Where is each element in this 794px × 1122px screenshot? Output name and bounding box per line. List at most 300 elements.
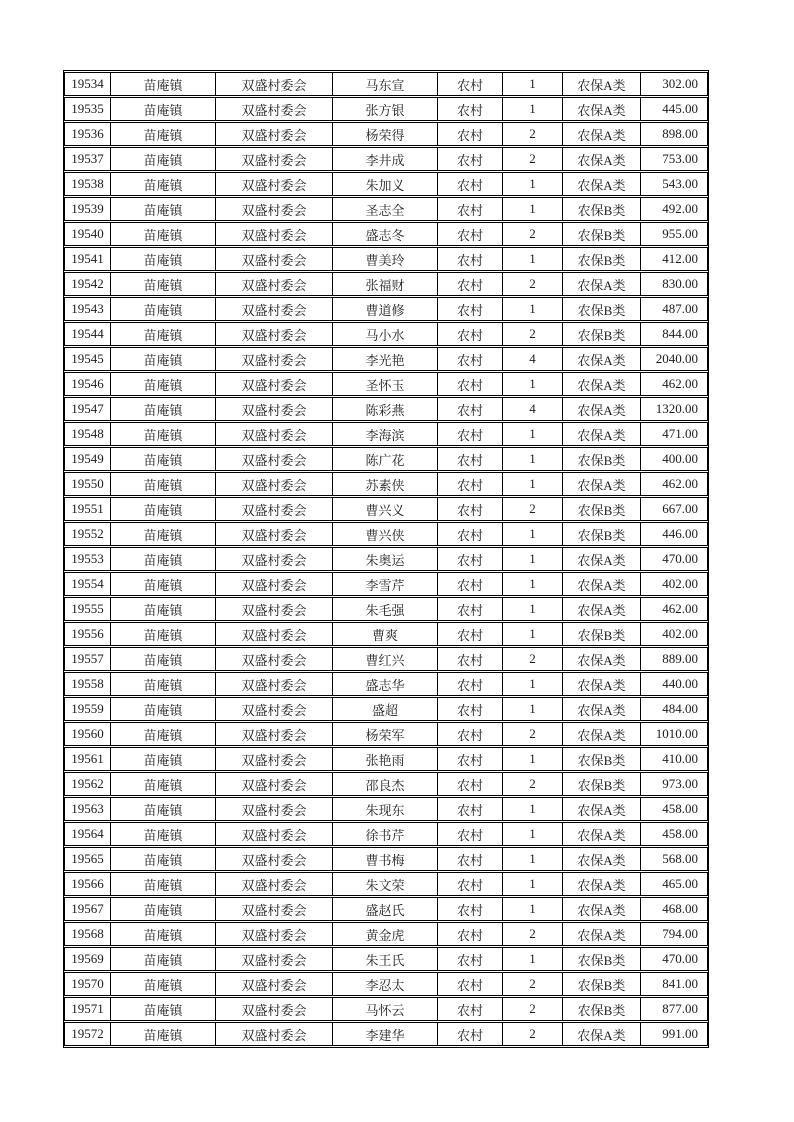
table-row bbox=[64, 747, 708, 771]
table-cell-town: 苗庵镇 bbox=[111, 597, 216, 621]
table-cell-amount: 568.00 bbox=[641, 847, 708, 871]
table-cell-amount: 412.00 bbox=[641, 247, 708, 271]
table-row bbox=[64, 272, 708, 296]
table-cell-person-count: 1 bbox=[503, 597, 563, 621]
table-cell-residence-type: 农村 bbox=[438, 197, 503, 221]
table-row bbox=[64, 197, 708, 221]
table-cell-residence-type: 农村 bbox=[438, 797, 503, 821]
table-cell-amount: 471.00 bbox=[641, 422, 708, 446]
table-cell-record-id: 19554 bbox=[64, 572, 111, 596]
table-cell-residence-type: 农村 bbox=[438, 497, 503, 521]
table-cell-record-id: 19544 bbox=[64, 322, 111, 346]
table-cell-amount: 973.00 bbox=[641, 772, 708, 796]
table-cell-person-count: 1 bbox=[503, 297, 563, 321]
table-cell-residence-type: 农村 bbox=[438, 722, 503, 746]
table-cell-person-name: 圣志全 bbox=[333, 197, 438, 221]
table-row bbox=[64, 247, 708, 271]
table-cell-insurance-category: 农保A类 bbox=[563, 147, 641, 171]
table-cell-person-name: 盛超 bbox=[333, 697, 438, 721]
table-cell-residence-type: 农村 bbox=[438, 647, 503, 671]
table-row bbox=[64, 722, 708, 746]
table-cell-insurance-category: 农保A类 bbox=[563, 647, 641, 671]
table-row bbox=[64, 597, 708, 621]
table-cell-insurance-category: 农保A类 bbox=[563, 372, 641, 396]
table-cell-person-count: 1 bbox=[503, 697, 563, 721]
table-cell-insurance-category: 农保B类 bbox=[563, 222, 641, 246]
table-cell-record-id: 19569 bbox=[64, 947, 111, 971]
table-cell-person-count: 1 bbox=[503, 422, 563, 446]
table-cell-insurance-category: 农保A类 bbox=[563, 672, 641, 696]
table-cell-person-count: 1 bbox=[503, 847, 563, 871]
table-cell-village-committee: 双盛村委会 bbox=[216, 597, 333, 621]
table-row bbox=[64, 97, 708, 121]
table-cell-amount: 794.00 bbox=[641, 922, 708, 946]
table-row bbox=[64, 822, 708, 846]
table-cell-record-id: 19534 bbox=[64, 72, 111, 96]
table-cell-record-id: 19567 bbox=[64, 897, 111, 921]
table-cell-person-name: 朱加义 bbox=[333, 172, 438, 196]
table-cell-amount: 462.00 bbox=[641, 597, 708, 621]
table-cell-record-id: 19553 bbox=[64, 547, 111, 571]
table-cell-amount: 877.00 bbox=[641, 997, 708, 1021]
table-cell-village-committee: 双盛村委会 bbox=[216, 922, 333, 946]
table-cell-record-id: 19540 bbox=[64, 222, 111, 246]
table-cell-town: 苗庵镇 bbox=[111, 547, 216, 571]
table-cell-village-committee: 双盛村委会 bbox=[216, 422, 333, 446]
table-cell-residence-type: 农村 bbox=[438, 572, 503, 596]
table-row bbox=[64, 422, 708, 446]
table-cell-person-count: 2 bbox=[503, 147, 563, 171]
table-cell-person-name: 朱王氏 bbox=[333, 947, 438, 971]
table-cell-village-committee: 双盛村委会 bbox=[216, 847, 333, 871]
table-cell-person-count: 2 bbox=[503, 972, 563, 996]
table-cell-insurance-category: 农保A类 bbox=[563, 597, 641, 621]
table-cell-village-committee: 双盛村委会 bbox=[216, 347, 333, 371]
table-cell-record-id: 19562 bbox=[64, 772, 111, 796]
table-cell-residence-type: 农村 bbox=[438, 947, 503, 971]
table-cell-person-count: 2 bbox=[503, 922, 563, 946]
table-cell-amount: 830.00 bbox=[641, 272, 708, 296]
table-cell-person-name: 盛志冬 bbox=[333, 222, 438, 246]
table-cell-insurance-category: 农保A类 bbox=[563, 897, 641, 921]
table-cell-insurance-category: 农保B类 bbox=[563, 197, 641, 221]
table-cell-insurance-category: 农保A类 bbox=[563, 97, 641, 121]
table-cell-insurance-category: 农保A类 bbox=[563, 547, 641, 571]
table-row bbox=[64, 447, 708, 471]
table-row bbox=[64, 972, 708, 996]
table-cell-person-name: 张福财 bbox=[333, 272, 438, 296]
table-row bbox=[64, 922, 708, 946]
table-cell-record-id: 19549 bbox=[64, 447, 111, 471]
table-cell-village-committee: 双盛村委会 bbox=[216, 772, 333, 796]
table-cell-insurance-category: 农保A类 bbox=[563, 1022, 641, 1046]
table-cell-person-name: 李井成 bbox=[333, 147, 438, 171]
table-row bbox=[64, 772, 708, 796]
table-cell-person-count: 1 bbox=[503, 547, 563, 571]
table-cell-insurance-category: 农保A类 bbox=[563, 797, 641, 821]
table-cell-village-committee: 双盛村委会 bbox=[216, 272, 333, 296]
table-cell-person-name: 邵良杰 bbox=[333, 772, 438, 796]
table-cell-insurance-category: 农保B类 bbox=[563, 447, 641, 471]
table-cell-residence-type: 农村 bbox=[438, 847, 503, 871]
table-cell-person-count: 1 bbox=[503, 247, 563, 271]
table-cell-amount: 458.00 bbox=[641, 822, 708, 846]
table-cell-insurance-category: 农保A类 bbox=[563, 422, 641, 446]
table-cell-village-committee: 双盛村委会 bbox=[216, 997, 333, 1021]
table-cell-amount: 844.00 bbox=[641, 322, 708, 346]
table-row bbox=[64, 572, 708, 596]
table-cell-insurance-category: 农保A类 bbox=[563, 172, 641, 196]
table-cell-person-name: 李建华 bbox=[333, 1022, 438, 1046]
table-cell-town: 苗庵镇 bbox=[111, 372, 216, 396]
table-row bbox=[64, 347, 708, 371]
table-cell-amount: 492.00 bbox=[641, 197, 708, 221]
table-cell-residence-type: 农村 bbox=[438, 322, 503, 346]
table-cell-town: 苗庵镇 bbox=[111, 172, 216, 196]
table-cell-insurance-category: 农保B类 bbox=[563, 297, 641, 321]
table-cell-person-name: 曹美玲 bbox=[333, 247, 438, 271]
table-cell-record-id: 19563 bbox=[64, 797, 111, 821]
table-cell-record-id: 19568 bbox=[64, 922, 111, 946]
table-cell-village-committee: 双盛村委会 bbox=[216, 747, 333, 771]
table-cell-town: 苗庵镇 bbox=[111, 847, 216, 871]
table-cell-person-count: 2 bbox=[503, 1022, 563, 1046]
table-cell-town: 苗庵镇 bbox=[111, 672, 216, 696]
table-cell-amount: 841.00 bbox=[641, 972, 708, 996]
table-cell-residence-type: 农村 bbox=[438, 72, 503, 96]
table-cell-person-name: 盛志华 bbox=[333, 672, 438, 696]
table-cell-residence-type: 农村 bbox=[438, 397, 503, 421]
table-cell-residence-type: 农村 bbox=[438, 972, 503, 996]
table-cell-insurance-category: 农保A类 bbox=[563, 397, 641, 421]
table-cell-amount: 889.00 bbox=[641, 647, 708, 671]
table-cell-amount: 462.00 bbox=[641, 372, 708, 396]
table-cell-person-count: 1 bbox=[503, 797, 563, 821]
table-cell-town: 苗庵镇 bbox=[111, 322, 216, 346]
table-cell-person-name: 李海滨 bbox=[333, 422, 438, 446]
table-row bbox=[64, 947, 708, 971]
table-cell-village-committee: 双盛村委会 bbox=[216, 447, 333, 471]
table-cell-person-count: 1 bbox=[503, 747, 563, 771]
table-cell-insurance-category: 农保B类 bbox=[563, 772, 641, 796]
table-cell-town: 苗庵镇 bbox=[111, 422, 216, 446]
table-cell-person-name: 朱文荣 bbox=[333, 872, 438, 896]
table-cell-record-id: 19551 bbox=[64, 497, 111, 521]
table-cell-person-count: 4 bbox=[503, 397, 563, 421]
table-row bbox=[64, 297, 708, 321]
table-cell-residence-type: 农村 bbox=[438, 272, 503, 296]
table-cell-record-id: 19542 bbox=[64, 272, 111, 296]
table-cell-record-id: 19546 bbox=[64, 372, 111, 396]
table-cell-town: 苗庵镇 bbox=[111, 972, 216, 996]
table-cell-insurance-category: 农保B类 bbox=[563, 247, 641, 271]
table-cell-town: 苗庵镇 bbox=[111, 522, 216, 546]
table-cell-person-name: 李忍太 bbox=[333, 972, 438, 996]
table-cell-record-id: 19550 bbox=[64, 472, 111, 496]
table-cell-town: 苗庵镇 bbox=[111, 122, 216, 146]
table-cell-insurance-category: 农保A类 bbox=[563, 122, 641, 146]
table-cell-amount: 753.00 bbox=[641, 147, 708, 171]
table-row bbox=[64, 522, 708, 546]
table-cell-person-name: 李光艳 bbox=[333, 347, 438, 371]
table-cell-town: 苗庵镇 bbox=[111, 997, 216, 1021]
table-cell-village-committee: 双盛村委会 bbox=[216, 497, 333, 521]
table-cell-person-name: 马小水 bbox=[333, 322, 438, 346]
table-cell-person-count: 2 bbox=[503, 722, 563, 746]
table-cell-person-name: 杨荣军 bbox=[333, 722, 438, 746]
table-cell-person-name: 李雪芹 bbox=[333, 572, 438, 596]
table-cell-residence-type: 农村 bbox=[438, 147, 503, 171]
table-cell-amount: 458.00 bbox=[641, 797, 708, 821]
table-cell-person-name: 曹兴义 bbox=[333, 497, 438, 521]
table-cell-record-id: 19558 bbox=[64, 672, 111, 696]
table-cell-village-committee: 双盛村委会 bbox=[216, 122, 333, 146]
table-cell-person-name: 朱现东 bbox=[333, 797, 438, 821]
table-row bbox=[64, 72, 708, 96]
table-row bbox=[64, 322, 708, 346]
table-cell-person-name: 曹书梅 bbox=[333, 847, 438, 871]
table-cell-person-name: 马东宣 bbox=[333, 72, 438, 96]
table-cell-record-id: 19566 bbox=[64, 872, 111, 896]
table-cell-insurance-category: 农保A类 bbox=[563, 72, 641, 96]
table-cell-insurance-category: 农保A类 bbox=[563, 697, 641, 721]
table-cell-insurance-category: 农保A类 bbox=[563, 472, 641, 496]
table-cell-insurance-category: 农保B类 bbox=[563, 497, 641, 521]
table-cell-person-count: 1 bbox=[503, 97, 563, 121]
table-cell-person-name: 盛赵氏 bbox=[333, 897, 438, 921]
table-cell-residence-type: 农村 bbox=[438, 297, 503, 321]
table-cell-village-committee: 双盛村委会 bbox=[216, 247, 333, 271]
table-row bbox=[64, 647, 708, 671]
table-row bbox=[64, 122, 708, 146]
table-cell-village-committee: 双盛村委会 bbox=[216, 722, 333, 746]
table-cell-residence-type: 农村 bbox=[438, 897, 503, 921]
table-cell-record-id: 19561 bbox=[64, 747, 111, 771]
table-cell-amount: 898.00 bbox=[641, 122, 708, 146]
table-cell-residence-type: 农村 bbox=[438, 472, 503, 496]
table-cell-record-id: 19555 bbox=[64, 597, 111, 621]
table-cell-person-count: 1 bbox=[503, 872, 563, 896]
table-cell-insurance-category: 农保A类 bbox=[563, 572, 641, 596]
table-cell-person-count: 1 bbox=[503, 622, 563, 646]
table-cell-residence-type: 农村 bbox=[438, 772, 503, 796]
table-cell-amount: 484.00 bbox=[641, 697, 708, 721]
table-cell-person-count: 2 bbox=[503, 322, 563, 346]
table-row bbox=[64, 397, 708, 421]
table-cell-person-count: 1 bbox=[503, 372, 563, 396]
table-cell-residence-type: 农村 bbox=[438, 222, 503, 246]
table-row bbox=[64, 147, 708, 171]
table-cell-amount: 400.00 bbox=[641, 447, 708, 471]
table-cell-person-name: 张方银 bbox=[333, 97, 438, 121]
table-cell-village-committee: 双盛村委会 bbox=[216, 372, 333, 396]
table-cell-person-name: 曹兴侠 bbox=[333, 522, 438, 546]
table-cell-village-committee: 双盛村委会 bbox=[216, 322, 333, 346]
table-cell-person-name: 徐书芹 bbox=[333, 822, 438, 846]
table-cell-town: 苗庵镇 bbox=[111, 147, 216, 171]
table-cell-person-count: 1 bbox=[503, 447, 563, 471]
table-cell-person-name: 曹道修 bbox=[333, 297, 438, 321]
table-cell-residence-type: 农村 bbox=[438, 372, 503, 396]
table-cell-village-committee: 双盛村委会 bbox=[216, 72, 333, 96]
table-row bbox=[64, 622, 708, 646]
table-cell-residence-type: 农村 bbox=[438, 172, 503, 196]
table-cell-amount: 302.00 bbox=[641, 72, 708, 96]
table-cell-village-committee: 双盛村委会 bbox=[216, 897, 333, 921]
table-cell-person-count: 1 bbox=[503, 572, 563, 596]
table-row bbox=[64, 797, 708, 821]
table-cell-amount: 991.00 bbox=[641, 1022, 708, 1046]
table-cell-person-name: 苏素侠 bbox=[333, 472, 438, 496]
table-cell-village-committee: 双盛村委会 bbox=[216, 297, 333, 321]
table-cell-record-id: 19541 bbox=[64, 247, 111, 271]
table-cell-record-id: 19557 bbox=[64, 647, 111, 671]
table-cell-town: 苗庵镇 bbox=[111, 797, 216, 821]
table-cell-person-name: 陈彩燕 bbox=[333, 397, 438, 421]
table-cell-village-committee: 双盛村委会 bbox=[216, 147, 333, 171]
table-cell-residence-type: 农村 bbox=[438, 672, 503, 696]
table-cell-town: 苗庵镇 bbox=[111, 922, 216, 946]
table-cell-residence-type: 农村 bbox=[438, 447, 503, 471]
table-cell-town: 苗庵镇 bbox=[111, 297, 216, 321]
table-cell-insurance-category: 农保B类 bbox=[563, 997, 641, 1021]
table-cell-village-committee: 双盛村委会 bbox=[216, 547, 333, 571]
table-cell-village-committee: 双盛村委会 bbox=[216, 972, 333, 996]
table-cell-person-count: 2 bbox=[503, 272, 563, 296]
table-cell-town: 苗庵镇 bbox=[111, 697, 216, 721]
table-cell-village-committee: 双盛村委会 bbox=[216, 697, 333, 721]
table-cell-town: 苗庵镇 bbox=[111, 722, 216, 746]
table-cell-village-committee: 双盛村委会 bbox=[216, 472, 333, 496]
table-cell-record-id: 19570 bbox=[64, 972, 111, 996]
table-row bbox=[64, 372, 708, 396]
table-cell-town: 苗庵镇 bbox=[111, 247, 216, 271]
table-cell-insurance-category: 农保B类 bbox=[563, 972, 641, 996]
table-cell-person-count: 1 bbox=[503, 822, 563, 846]
table-cell-record-id: 19547 bbox=[64, 397, 111, 421]
table-cell-record-id: 19556 bbox=[64, 622, 111, 646]
table-row bbox=[64, 222, 708, 246]
table-cell-amount: 468.00 bbox=[641, 897, 708, 921]
table-cell-insurance-category: 农保B类 bbox=[563, 947, 641, 971]
table-cell-village-committee: 双盛村委会 bbox=[216, 947, 333, 971]
table-cell-residence-type: 农村 bbox=[438, 1022, 503, 1046]
table-cell-residence-type: 农村 bbox=[438, 697, 503, 721]
table-cell-person-count: 2 bbox=[503, 497, 563, 521]
table-cell-person-count: 1 bbox=[503, 72, 563, 96]
table-cell-amount: 667.00 bbox=[641, 497, 708, 521]
table-cell-residence-type: 农村 bbox=[438, 247, 503, 271]
table-cell-amount: 2040.00 bbox=[641, 347, 708, 371]
table-cell-insurance-category: 农保A类 bbox=[563, 847, 641, 871]
table-cell-person-count: 1 bbox=[503, 897, 563, 921]
table-cell-person-count: 2 bbox=[503, 997, 563, 1021]
table-cell-person-name: 朱奥运 bbox=[333, 547, 438, 571]
table-cell-insurance-category: 农保B类 bbox=[563, 622, 641, 646]
table-cell-amount: 440.00 bbox=[641, 672, 708, 696]
table-cell-person-name: 马怀云 bbox=[333, 997, 438, 1021]
table-row bbox=[64, 547, 708, 571]
table-cell-person-name: 张艳雨 bbox=[333, 747, 438, 771]
table-cell-town: 苗庵镇 bbox=[111, 572, 216, 596]
table-cell-amount: 410.00 bbox=[641, 747, 708, 771]
table-cell-town: 苗庵镇 bbox=[111, 222, 216, 246]
table-cell-record-id: 19535 bbox=[64, 97, 111, 121]
table-cell-village-committee: 双盛村委会 bbox=[216, 222, 333, 246]
table-cell-amount: 543.00 bbox=[641, 172, 708, 196]
table-cell-village-committee: 双盛村委会 bbox=[216, 622, 333, 646]
table-cell-town: 苗庵镇 bbox=[111, 497, 216, 521]
table-cell-village-committee: 双盛村委会 bbox=[216, 1022, 333, 1046]
table-cell-town: 苗庵镇 bbox=[111, 197, 216, 221]
table-cell-person-count: 1 bbox=[503, 472, 563, 496]
table-row bbox=[64, 672, 708, 696]
table-cell-person-count: 2 bbox=[503, 647, 563, 671]
table-cell-residence-type: 农村 bbox=[438, 522, 503, 546]
table-cell-town: 苗庵镇 bbox=[111, 1022, 216, 1046]
table-cell-person-count: 2 bbox=[503, 122, 563, 146]
table-cell-village-committee: 双盛村委会 bbox=[216, 647, 333, 671]
table-cell-residence-type: 农村 bbox=[438, 597, 503, 621]
table-cell-amount: 465.00 bbox=[641, 872, 708, 896]
table-cell-amount: 445.00 bbox=[641, 97, 708, 121]
table-cell-record-id: 19565 bbox=[64, 847, 111, 871]
table-cell-insurance-category: 农保B类 bbox=[563, 322, 641, 346]
table-cell-insurance-category: 农保A类 bbox=[563, 272, 641, 296]
table-cell-person-count: 1 bbox=[503, 197, 563, 221]
table-cell-person-count: 2 bbox=[503, 772, 563, 796]
table-cell-town: 苗庵镇 bbox=[111, 97, 216, 121]
table-cell-amount: 462.00 bbox=[641, 472, 708, 496]
table-cell-record-id: 19536 bbox=[64, 122, 111, 146]
table-cell-village-committee: 双盛村委会 bbox=[216, 97, 333, 121]
table-cell-town: 苗庵镇 bbox=[111, 472, 216, 496]
table-body bbox=[64, 72, 708, 1046]
table-cell-record-id: 19545 bbox=[64, 347, 111, 371]
table-cell-person-count: 1 bbox=[503, 172, 563, 196]
table-cell-record-id: 19543 bbox=[64, 297, 111, 321]
table-cell-person-name: 曹红兴 bbox=[333, 647, 438, 671]
table-cell-record-id: 19552 bbox=[64, 522, 111, 546]
table-row bbox=[64, 1022, 708, 1046]
table-cell-amount: 1320.00 bbox=[641, 397, 708, 421]
table-cell-residence-type: 农村 bbox=[438, 872, 503, 896]
table-cell-person-name: 朱毛强 bbox=[333, 597, 438, 621]
table-cell-town: 苗庵镇 bbox=[111, 822, 216, 846]
table-cell-record-id: 19560 bbox=[64, 722, 111, 746]
table-cell-amount: 470.00 bbox=[641, 547, 708, 571]
table-cell-insurance-category: 农保A类 bbox=[563, 872, 641, 896]
subsidy-table bbox=[63, 70, 709, 1048]
table-cell-residence-type: 农村 bbox=[438, 822, 503, 846]
table-cell-insurance-category: 农保A类 bbox=[563, 922, 641, 946]
table-cell-person-name: 杨荣得 bbox=[333, 122, 438, 146]
table-cell-person-count: 2 bbox=[503, 222, 563, 246]
table-cell-town: 苗庵镇 bbox=[111, 397, 216, 421]
table-cell-town: 苗庵镇 bbox=[111, 947, 216, 971]
table-row bbox=[64, 697, 708, 721]
table-cell-residence-type: 农村 bbox=[438, 347, 503, 371]
table-cell-residence-type: 农村 bbox=[438, 422, 503, 446]
table-cell-residence-type: 农村 bbox=[438, 547, 503, 571]
table-cell-person-name: 黄金虎 bbox=[333, 922, 438, 946]
table-cell-town: 苗庵镇 bbox=[111, 647, 216, 671]
table-cell-record-id: 19564 bbox=[64, 822, 111, 846]
table-cell-amount: 1010.00 bbox=[641, 722, 708, 746]
table-row bbox=[64, 872, 708, 896]
table-cell-village-committee: 双盛村委会 bbox=[216, 572, 333, 596]
table-cell-amount: 402.00 bbox=[641, 572, 708, 596]
